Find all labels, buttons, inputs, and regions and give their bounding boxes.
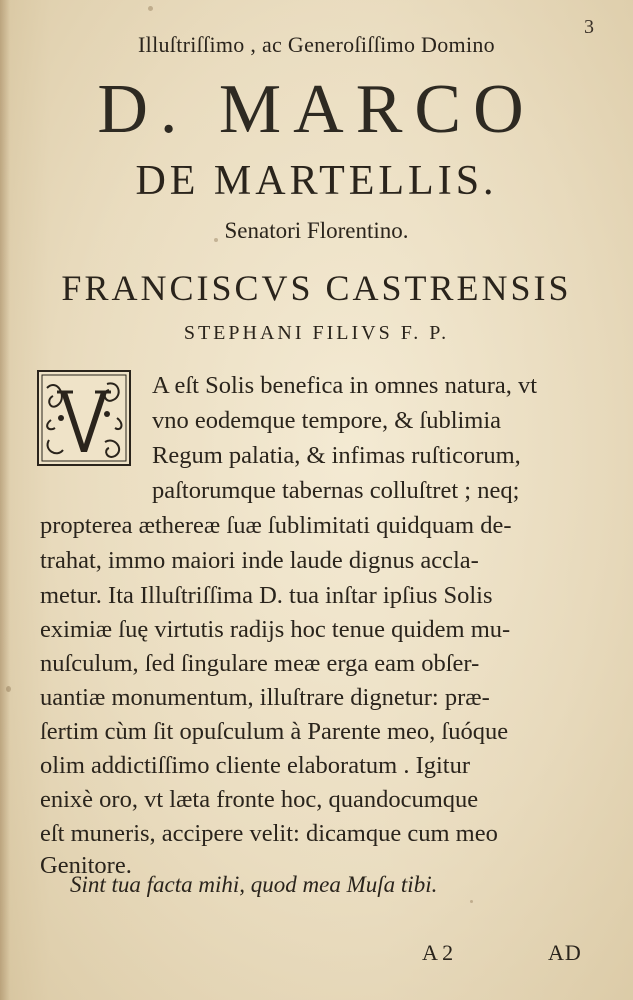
ornamental-initial-v: [37, 370, 131, 466]
body-line: uantiæ monumentum, illuſtrare dignetur: præ-: [40, 684, 490, 711]
body-line: ſertim cùm ſit opuſculum à Parente meo, ſuóque: [40, 718, 509, 745]
body-line: paſtorumque tabernas colluſtret ; neq;: [152, 477, 520, 504]
paper-speck: [470, 900, 473, 903]
dedicatee-title: Senatori Florentino.: [224, 218, 409, 243]
body-line: nuſculum, ſed ſingulare meæ erga eam obſer-: [40, 650, 480, 677]
dedication-line: Illuſtriſſimo , ac Generoſiſſimo Domino: [138, 32, 495, 57]
author-name: FRANCISCVS CASTRENSIS: [61, 268, 572, 308]
page-edge-shadow: [0, 0, 10, 1000]
page-number: 3: [584, 16, 594, 38]
body-line: metur. Ita Illuſtriſſima D. tua inſtar ipſius Solis: [40, 582, 493, 609]
catchword: AD: [548, 940, 582, 965]
body-line: eſt muneris, accipere velit: dicamque cum meo: [40, 820, 498, 847]
body-line: enixè oro, vt læta fronte hoc, quandocumque: [40, 786, 479, 813]
author-patronymic: STEPHANI FILIVS F. P.: [183, 322, 450, 344]
body-line: vno eodemque tempore, & ſublimia: [152, 407, 502, 434]
body-line: Genitore.: [40, 852, 132, 879]
closing-verse: Sint tua facta mihi, quod mea Muſa tibi.: [70, 872, 438, 897]
body-line: propterea æthereæ ſuæ ſublimitati quidquam de-: [40, 512, 512, 539]
body-line: trahat, immo maiori inde laude dignus accla-: [40, 547, 479, 574]
body-line: olim addictiſſimo cliente elaboratum . Igitur: [40, 752, 470, 779]
signature-mark: A 2: [422, 940, 454, 965]
paper-speck: [148, 6, 153, 11]
body-line: A eſt Solis benefica in omnes natura, vt: [152, 372, 538, 399]
dedicatee-family-name: DE MARTELLIS.: [135, 158, 498, 204]
body-line: Regum palatia, & infimas ruſticorum,: [152, 442, 521, 469]
body-line: eximiæ ſuę virtutis radijs hoc tenue quidem mu-: [40, 616, 511, 643]
paper-speck: [6, 686, 11, 692]
dedicatee-name: D. MARCO: [97, 71, 536, 148]
